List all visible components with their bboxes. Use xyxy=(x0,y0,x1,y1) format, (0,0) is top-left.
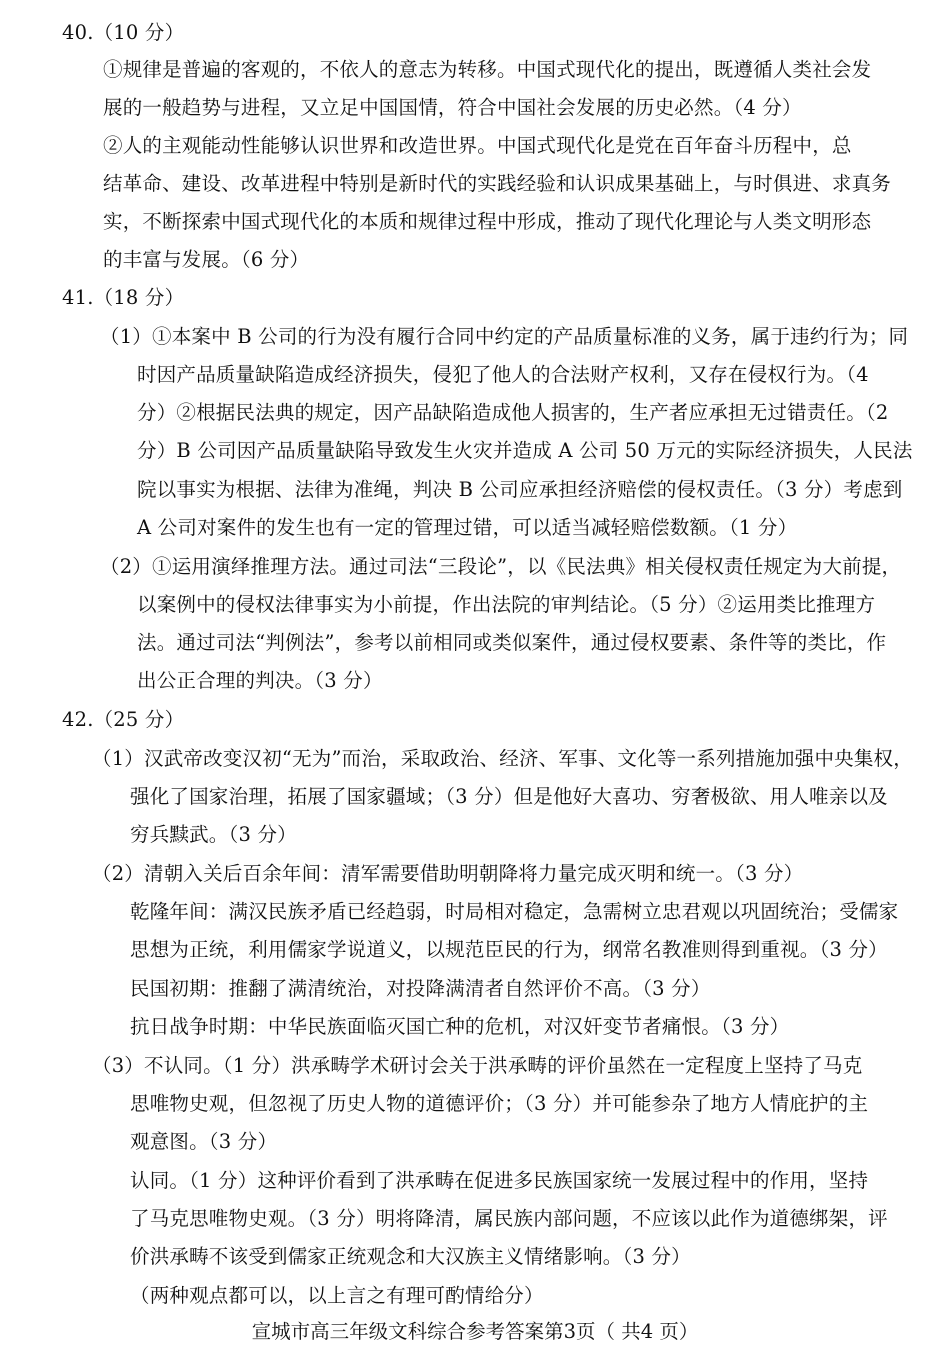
q41-line-5: 院以事实为根据、法律为准绳，判决 B 公司应承担经济赔偿的侵权责任。（3 分）考虑到 xyxy=(137,478,903,501)
q42-line-13: 了马克思唯物史观。（3 分）明将降清，属民族内部问题，不应该以此作为道德绑架，评 xyxy=(130,1207,888,1230)
q42-title: 42.（25 分） xyxy=(62,708,185,731)
page-footer: 宣城市高三年级文科综合参考答案第3页（ 共4 页） xyxy=(251,1320,699,1343)
q42-line-1: （1）汉武帝改变汉初“无为”而治，采取政治、经济、军事、文化等一系列措施加强中央集权， xyxy=(92,747,913,770)
q41-title: 41.（18 分） xyxy=(62,286,185,309)
q40-line-2: 展的一般趋势与进程，又立足中国国情，符合中国社会发展的历史必然。（4 分） xyxy=(103,96,802,119)
q42-line-8: 抗日战争时期：中华民族面临灭国亡种的危机，对汉奸变节者痛恨。（3 分） xyxy=(130,1015,790,1038)
q42-line-10: 思唯物史观，但忽视了历史人物的道德评价；（3 分）并可能参杂了地方人情庇护的主 xyxy=(130,1092,869,1115)
q42-line-15: （两种观点都可以，以上言之有理可酌情给分） xyxy=(130,1284,544,1307)
q41-line-8: 以案例中的侵权法律事实为小前提，作出法院的审判结论。（5 分）②运用类比推理方 xyxy=(137,593,876,616)
q42-line-14: 价洪承畴不该受到儒家正统观念和大汉族主义情绪影响。（3 分） xyxy=(130,1245,691,1268)
q41-line-4: 分）B 公司因产品质量缺陷导致发生火灾并造成 A 公司 50 万元的实际经济损失，人民法 xyxy=(137,439,913,462)
q42-line-3: 穷兵黩武。（3 分） xyxy=(130,823,297,846)
q41-line-10: 出公正合理的判决。（3 分） xyxy=(137,669,383,692)
q42-line-6: 思想为正统，利用儒家学说道义，以规范臣民的行为，纲常名教准则得到重视。（3 分） xyxy=(130,938,888,961)
q42-line-7: 民国初期：推翻了满清统治，对投降满清者自然评价不高。（3 分） xyxy=(130,977,711,1000)
q41-line-7: （2）①运用演绎推理方法。通过司法“三段论”，以《民法典》相关侵权责任规定为大前提， xyxy=(100,555,902,578)
q40-line-4: 结革命、建设、改革进程中特别是新时代的实践经验和认识成果基础上，与时俱进、求真务 xyxy=(103,172,892,195)
q42-line-2: 强化了国家治理，拓展了国家疆域；（3 分）但是他好大喜功、穷奢极欲、用人唯亲以及 xyxy=(130,785,888,808)
q42-line-11: 观意图。（3 分） xyxy=(130,1130,278,1153)
q42-line-4: （2）清朝入关后百余年间：清军需要借助明朝降将力量完成灭明和统一。（3 分） xyxy=(92,862,804,885)
q42-line-9: （3）不认同。（1 分）洪承畴学术研讨会关于洪承畴的评价虽然在一定程度上坚持了马克 xyxy=(92,1054,863,1077)
q40-line-6: 的丰富与发展。（6 分） xyxy=(103,248,310,271)
q41-line-1: （1）①本案中 B 公司的行为没有履行合同中约定的产品质量标准的义务，属于违约行为；同 xyxy=(100,325,909,348)
q42-line-5: 乾隆年间：满汉民族矛盾已经趋弱，时局相对稳定，急需树立忠君观以巩固统治；受儒家 xyxy=(130,900,899,923)
q41-line-2: 时因产品质量缺陷造成经济损失，侵犯了他人的合法财产权利，又存在侵权行为。（4 xyxy=(137,363,869,386)
q40-line-1: ①规律是普遍的客观的，不依人的意志为转移。中国式现代化的提出，既遵循人类社会发 xyxy=(103,58,872,81)
q42-line-12: 认同。（1 分）这种评价看到了洪承畴在促进多民族国家统一发展过程中的作用，坚持 xyxy=(130,1169,869,1192)
q40-line-5: 实，不断探索中国式现代化的本质和规律过程中形成，推动了现代化理论与人类文明形态 xyxy=(103,210,872,233)
q40-line-3: ②人的主观能动性能够认识世界和改造世界。中国式现代化是党在百年奋斗历程中，总 xyxy=(103,134,852,157)
q40-title: 40.（10 分） xyxy=(62,21,185,44)
q41-line-6: A 公司对案件的发生也有一定的管理过错，可以适当减轻赔偿数额。（1 分） xyxy=(137,516,798,539)
q41-line-3: 分）②根据民法典的规定，因产品缺陷造成他人损害的，生产者应承担无过错责任。（2 xyxy=(137,401,889,424)
q41-line-9: 法。通过司法“判例法”，参考以前相同或类似案件，通过侵权要素、条件等的类比，作 xyxy=(137,631,887,654)
